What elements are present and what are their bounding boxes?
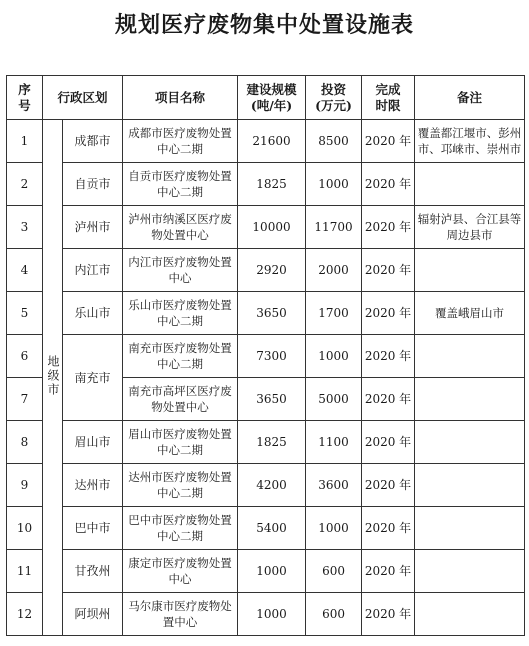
cell-deadline: 2020 年 (362, 464, 415, 507)
cell-remark (415, 507, 525, 550)
cell-city: 内江市 (63, 249, 123, 292)
cell-seq: 2 (7, 163, 43, 206)
cell-remark: 辐射泸县、合江县等周边县市 (415, 206, 525, 249)
cell-project: 乐山市医疗废物处置中心二期 (123, 292, 238, 335)
cell-deadline: 2020 年 (362, 206, 415, 249)
header-invest: 投资 (万元) (306, 76, 362, 120)
cell-seq: 7 (7, 378, 43, 421)
cell-scale: 3650 (238, 378, 306, 421)
header-seq: 序 号 (7, 76, 43, 120)
cell-scale: 3650 (238, 292, 306, 335)
header-project: 项目名称 (123, 76, 238, 120)
cell-seq: 11 (7, 550, 43, 593)
cell-deadline: 2020 年 (362, 550, 415, 593)
cell-deadline: 2020 年 (362, 421, 415, 464)
cell-city: 巴中市 (63, 507, 123, 550)
facility-table (6, 75, 525, 636)
cell-deadline: 2020 年 (362, 163, 415, 206)
cell-project: 内江市医疗废物处置中心 (123, 249, 238, 292)
cell-remark (415, 335, 525, 378)
table-row (7, 206, 525, 249)
cell-deadline: 2020 年 (362, 249, 415, 292)
cell-remark (415, 421, 525, 464)
cell-remark (415, 593, 525, 636)
cell-deadline: 2020 年 (362, 335, 415, 378)
cell-remark (415, 378, 525, 421)
table-row (7, 249, 525, 292)
cell-project: 泸州市纳溪区医疗废物处置中心 (123, 206, 238, 249)
cell-city: 泸州市 (63, 206, 123, 249)
cell-seq: 10 (7, 507, 43, 550)
cell-project: 马尔康市医疗废物处置中心 (123, 593, 238, 636)
header-deadline: 完成 时限 (362, 76, 415, 120)
cell-project: 成都市医疗废物处置中心二期 (123, 120, 238, 163)
table-row (7, 335, 525, 378)
cell-invest: 1100 (306, 421, 362, 464)
cell-seq: 8 (7, 421, 43, 464)
cell-city: 达州市 (63, 464, 123, 507)
cell-remark (415, 550, 525, 593)
cell-seq: 4 (7, 249, 43, 292)
cell-seq: 6 (7, 335, 43, 378)
cell-invest: 600 (306, 550, 362, 593)
cell-scale: 5400 (238, 507, 306, 550)
cell-project: 南充市医疗废物处置中心二期 (123, 335, 238, 378)
table-row (7, 120, 525, 163)
cell-remark (415, 163, 525, 206)
table-row (7, 550, 525, 593)
cell-city: 阿坝州 (63, 593, 123, 636)
table-row (7, 421, 525, 464)
cell-invest: 11700 (306, 206, 362, 249)
cell-remark: 覆盖都江堰市、彭州市、邛崃市、崇州市 (415, 120, 525, 163)
cell-seq: 1 (7, 120, 43, 163)
level-label: 地级市 (46, 354, 60, 397)
cell-deadline: 2020 年 (362, 378, 415, 421)
cell-invest: 1700 (306, 292, 362, 335)
cell-invest: 1000 (306, 335, 362, 378)
cell-city: 甘孜州 (63, 550, 123, 593)
cell-remark: 覆盖峨眉山市 (415, 292, 525, 335)
cell-project: 南充市高坪区医疗废物处置中心 (123, 378, 238, 421)
cell-seq: 9 (7, 464, 43, 507)
cell-invest: 3600 (306, 464, 362, 507)
cell-scale: 21600 (238, 120, 306, 163)
cell-deadline: 2020 年 (362, 507, 415, 550)
cell-city: 成都市 (63, 120, 123, 163)
cell-scale: 4200 (238, 464, 306, 507)
cell-scale: 2920 (238, 249, 306, 292)
cell-level (43, 120, 63, 636)
cell-invest: 1000 (306, 163, 362, 206)
cell-project: 巴中市医疗废物处置中心二期 (123, 507, 238, 550)
cell-scale: 1825 (238, 421, 306, 464)
cell-seq: 12 (7, 593, 43, 636)
table-row (7, 593, 525, 636)
cell-deadline: 2020 年 (362, 593, 415, 636)
cell-remark (415, 249, 525, 292)
cell-scale: 1825 (238, 163, 306, 206)
cell-invest: 2000 (306, 249, 362, 292)
table-row (7, 507, 525, 550)
cell-scale: 7300 (238, 335, 306, 378)
table-row (7, 464, 525, 507)
cell-invest: 8500 (306, 120, 362, 163)
cell-invest: 600 (306, 593, 362, 636)
cell-deadline: 2020 年 (362, 292, 415, 335)
cell-project: 康定市医疗废物处置中心 (123, 550, 238, 593)
header-district: 行政区划 (43, 76, 123, 120)
cell-seq: 5 (7, 292, 43, 335)
cell-scale: 1000 (238, 593, 306, 636)
table-row (7, 292, 525, 335)
header-row (7, 76, 525, 120)
cell-city: 自贡市 (63, 163, 123, 206)
cell-city: 南充市 (63, 335, 123, 421)
cell-project: 达州市医疗废物处置中心二期 (123, 464, 238, 507)
cell-project: 眉山市医疗废物处置中心二期 (123, 421, 238, 464)
cell-scale: 1000 (238, 550, 306, 593)
page-title: 规划医疗废物集中处置设施表 (114, 12, 414, 38)
cell-city: 乐山市 (63, 292, 123, 335)
header-scale: 建设规模 (吨/年) (238, 76, 306, 120)
cell-remark (415, 464, 525, 507)
cell-city: 眉山市 (63, 421, 123, 464)
header-remark: 备注 (415, 76, 525, 120)
cell-invest: 5000 (306, 378, 362, 421)
cell-deadline: 2020 年 (362, 120, 415, 163)
cell-scale: 10000 (238, 206, 306, 249)
table-row (7, 163, 525, 206)
cell-seq: 3 (7, 206, 43, 249)
cell-invest: 1000 (306, 507, 362, 550)
cell-project: 自贡市医疗废物处置中心二期 (123, 163, 238, 206)
